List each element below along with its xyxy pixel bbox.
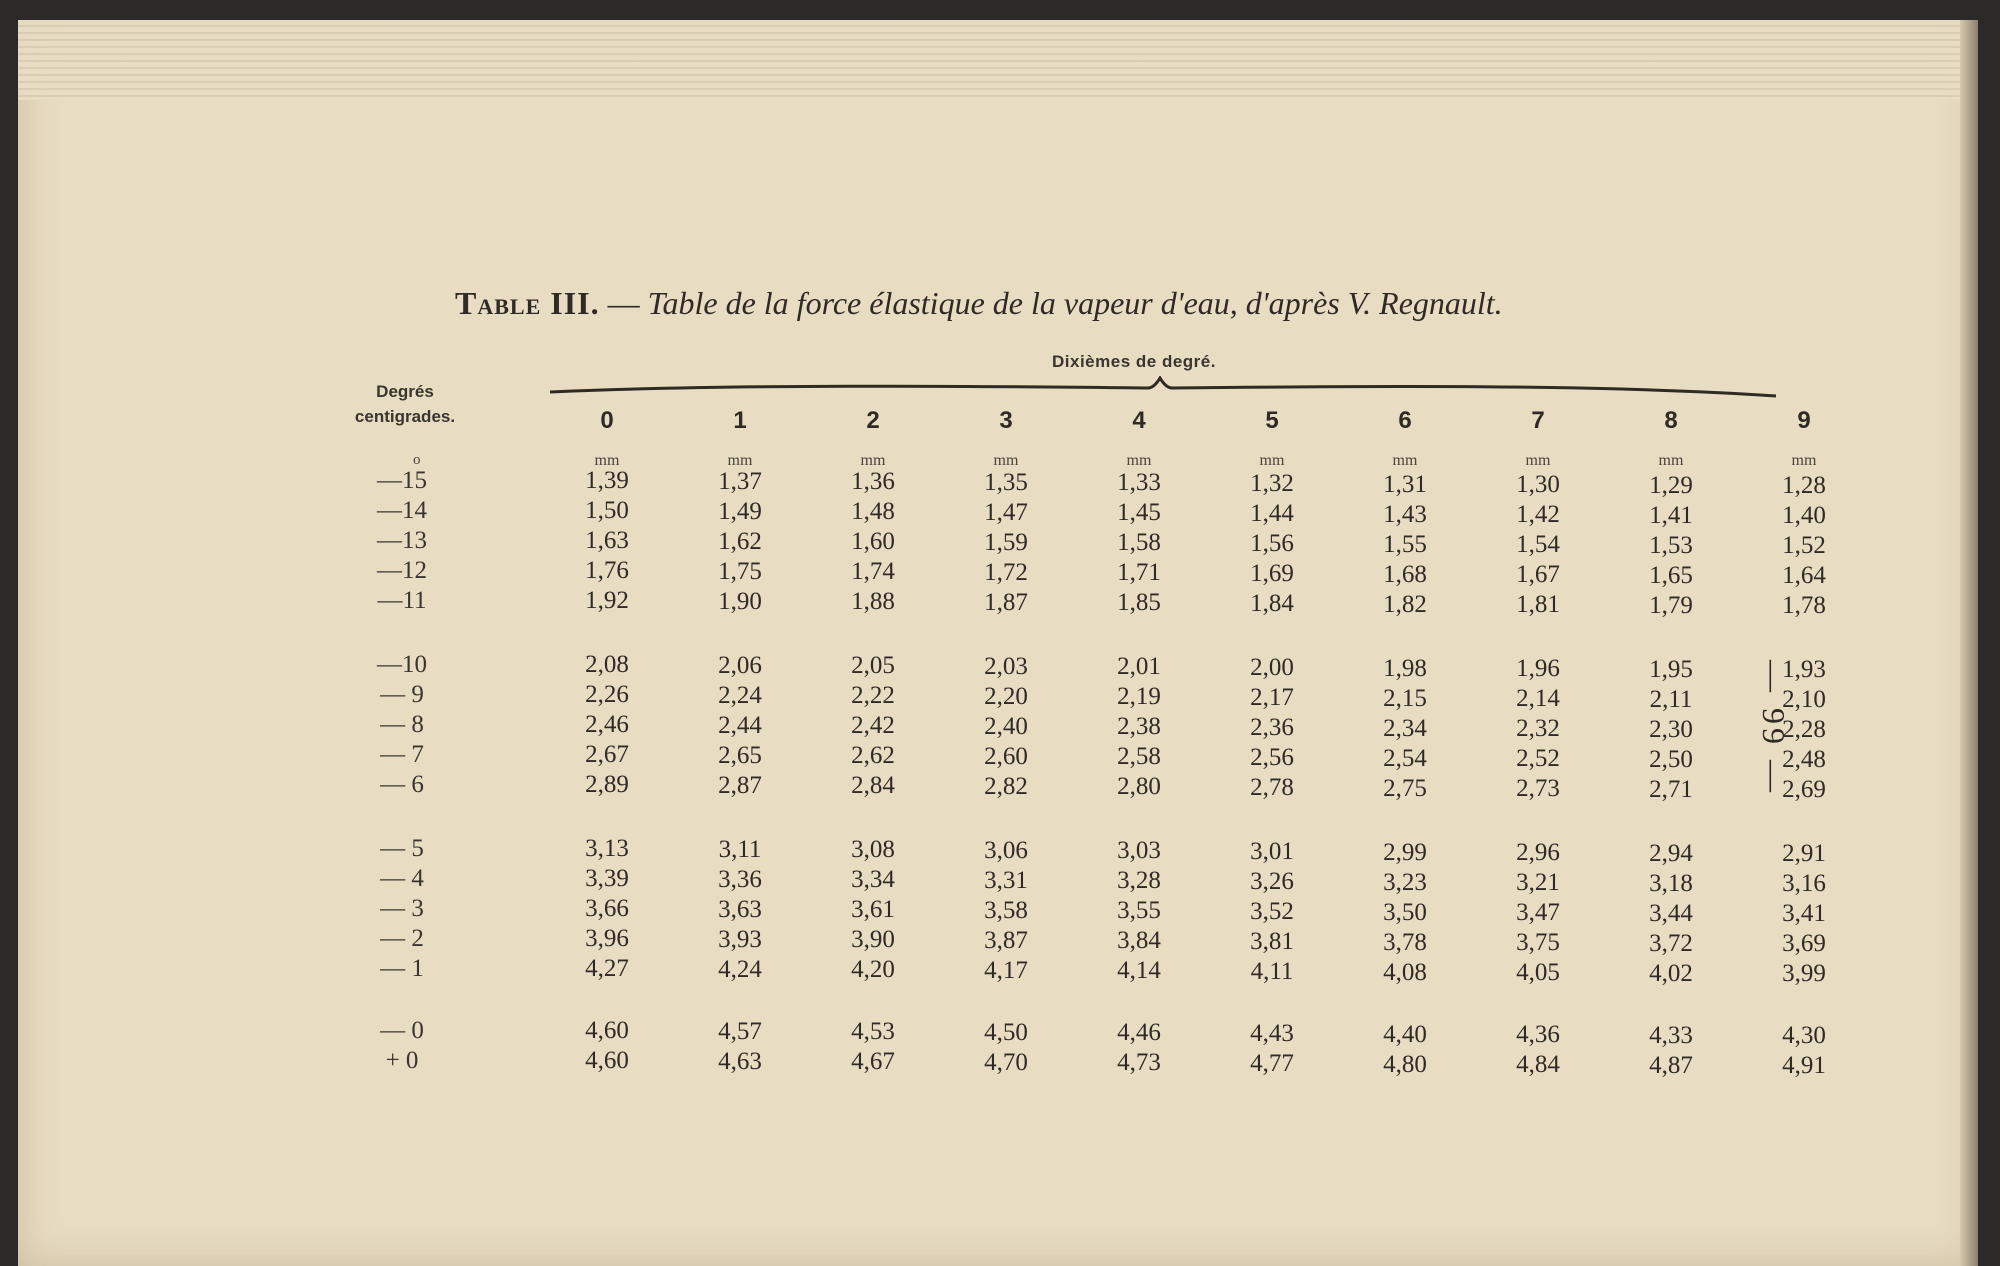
table-cell: 3,87 (984, 927, 1028, 954)
table-cell: 2,50 (1649, 746, 1693, 773)
table-cell: 4,87 (1649, 1052, 1693, 1079)
table-cell: 3,66 (585, 895, 629, 922)
table-cell: 4,20 (851, 956, 895, 983)
table-cell: 3,52 (1250, 898, 1294, 925)
table-cell: 3,72 (1649, 930, 1693, 957)
unit-label: mm (1259, 452, 1285, 469)
table-cell: 4,14 (1117, 957, 1161, 984)
table-cell: 4,36 (1516, 1021, 1560, 1048)
table-cell: 4,80 (1383, 1051, 1427, 1078)
table-cell: 1,40 (1782, 502, 1826, 529)
table-cell: 4,60 (585, 1047, 629, 1074)
unit-label: mm (1392, 452, 1418, 469)
table-cell: 2,73 (1516, 775, 1560, 802)
table-cell: 1,28 (1782, 472, 1826, 499)
row-label: —13 (377, 527, 427, 554)
table-cell: 2,30 (1649, 716, 1693, 743)
table-cell: 1,93 (1782, 656, 1826, 683)
table-cell: 1,96 (1516, 655, 1560, 682)
table-cell: 3,90 (851, 926, 895, 953)
table-cell: 2,08 (585, 651, 629, 678)
row-label: —14 (377, 497, 427, 524)
table-cell: 2,20 (984, 683, 1028, 710)
table-caption: Table de la force élastique de la vapeur d'eau, d'après V. Regnault. (647, 285, 1503, 321)
table-cell: 4,30 (1782, 1022, 1826, 1049)
table-cell: 3,39 (585, 865, 629, 892)
unit-label: mm (1791, 452, 1817, 469)
table-cell: 2,26 (585, 681, 629, 708)
table-cell: 4,53 (851, 1018, 895, 1045)
table-cell: 2,65 (718, 742, 762, 769)
table-cell: 3,21 (1516, 869, 1560, 896)
table-cell: 1,43 (1383, 501, 1427, 528)
table-cell: 1,59 (984, 529, 1028, 556)
table-cell: 1,74 (851, 558, 895, 585)
unit-label: mm (1126, 452, 1152, 469)
table-cell: 2,11 (1649, 686, 1693, 713)
table-cell: 4,05 (1516, 959, 1560, 986)
table-cell: 3,06 (984, 837, 1028, 864)
table-cell: 2,60 (984, 743, 1028, 770)
table-cell: 4,50 (984, 1019, 1028, 1046)
table-cell: 1,67 (1516, 561, 1560, 588)
table-cell: 1,44 (1250, 500, 1294, 527)
table-cell: 3,50 (1383, 899, 1427, 926)
unit-label: mm (860, 452, 886, 469)
table-cell: 2,42 (851, 712, 895, 739)
table-cell: 2,14 (1516, 685, 1560, 712)
unit-label: mm (993, 452, 1019, 469)
table-cell: 3,78 (1383, 929, 1427, 956)
row-label: —10 (377, 651, 427, 678)
table-cell: 1,47 (984, 499, 1028, 526)
table-cell: 2,19 (1117, 683, 1161, 710)
table-cell: 1,50 (585, 497, 629, 524)
table-cell: 1,33 (1117, 469, 1161, 496)
table-cell: 1,53 (1649, 532, 1693, 559)
table-cell: 3,18 (1649, 870, 1693, 897)
table-cell: 1,82 (1383, 591, 1427, 618)
page-number: — 99 — (1756, 660, 1792, 796)
table-cell: 4,40 (1383, 1021, 1427, 1048)
table-label: Table III. (455, 285, 600, 321)
page-edges (18, 20, 1978, 100)
table-cell: 3,01 (1250, 838, 1294, 865)
degree-unit: o (413, 452, 421, 468)
column-header-9: 9 (1797, 407, 1811, 434)
table-cell: 1,52 (1782, 532, 1826, 559)
table-cell: 4,33 (1649, 1022, 1693, 1049)
row-label: — 5 (380, 835, 424, 862)
table-cell: 1,98 (1383, 655, 1427, 682)
table-cell: 2,80 (1117, 773, 1161, 800)
row-label: — 8 (380, 711, 424, 738)
table-cell: 2,34 (1383, 715, 1427, 742)
table-cell: 2,05 (851, 652, 895, 679)
row-label: — 0 (380, 1017, 424, 1044)
table-cell: 1,36 (851, 468, 895, 495)
row-label: + 0 (385, 1047, 419, 1074)
binding-shadow (1960, 20, 1978, 1266)
table-cell: 1,39 (585, 467, 629, 494)
table-cell: 1,56 (1250, 530, 1294, 557)
table-cell: 1,42 (1516, 501, 1560, 528)
table-cell: 3,16 (1782, 870, 1826, 897)
table-cell: 1,71 (1117, 559, 1161, 586)
table-cell: 2,17 (1250, 684, 1294, 711)
table-cell: 2,24 (718, 682, 762, 709)
table-cell: 1,32 (1250, 470, 1294, 497)
table-cell: 2,01 (1117, 653, 1161, 680)
row-header-line2: centigrades. (354, 406, 456, 426)
table-cell: 2,67 (585, 741, 629, 768)
table-cell: 2,32 (1516, 715, 1560, 742)
table-cell: 3,58 (984, 897, 1028, 924)
table-cell: 3,13 (585, 835, 629, 862)
row-label: — 2 (380, 925, 424, 952)
table-cell: 1,72 (984, 559, 1028, 586)
row-label: — 1 (380, 955, 424, 982)
table-cell: 1,68 (1383, 561, 1427, 588)
table-cell: 1,41 (1649, 502, 1693, 529)
table-cell: 4,43 (1250, 1020, 1294, 1047)
table-cell: 2,62 (851, 742, 895, 769)
unit-label: mm (594, 452, 620, 469)
table-cell: 3,75 (1516, 929, 1560, 956)
row-label: — 4 (380, 865, 424, 892)
column-header-4: 4 (1132, 407, 1146, 434)
table-cell: 2,54 (1383, 745, 1427, 772)
table-cell: 2,52 (1516, 745, 1560, 772)
table-cell: 1,85 (1117, 589, 1161, 616)
column-header-2: 2 (866, 407, 880, 434)
table-cell: 2,36 (1250, 714, 1294, 741)
column-header-6: 6 (1398, 407, 1412, 434)
unit-label: mm (1525, 452, 1551, 469)
table-cell: 3,26 (1250, 868, 1294, 895)
table-cell: 4,08 (1383, 959, 1427, 986)
table-cell: 1,84 (1250, 590, 1294, 617)
table-cell: 2,44 (718, 712, 762, 739)
table-cell: 1,87 (984, 589, 1028, 616)
table-cell: 3,63 (718, 896, 762, 923)
table-cell: 1,78 (1782, 592, 1826, 619)
row-header-line1: Degrés (376, 382, 434, 401)
column-header-0: 0 (600, 407, 614, 434)
table-cell: 1,92 (585, 587, 629, 614)
table-cell: 3,34 (851, 866, 895, 893)
table-cell: 3,61 (851, 896, 895, 923)
table-cell: 4,11 (1250, 958, 1294, 985)
table-cell: 4,73 (1117, 1049, 1161, 1076)
table-cell: 4,60 (585, 1017, 629, 1044)
table-cell: 1,48 (851, 498, 895, 525)
table-cell: 3,36 (718, 866, 762, 893)
table-title (455, 285, 1503, 322)
table-cell: 1,58 (1117, 529, 1161, 556)
table-cell: 1,37 (718, 468, 762, 495)
table-cell: 3,41 (1782, 900, 1826, 927)
table-cell: 3,96 (585, 925, 629, 952)
table-cell: 4,27 (585, 955, 629, 982)
table-cell: 1,54 (1516, 531, 1560, 558)
unit-label: mm (727, 452, 753, 469)
table-cell: 3,55 (1117, 897, 1161, 924)
tenths-header: Dixièmes de degré. (1052, 352, 1216, 371)
table-cell: 3,93 (718, 926, 762, 953)
table-cell: 2,28 (1782, 716, 1826, 743)
table-cell: 2,10 (1782, 686, 1826, 713)
table-cell: 1,88 (851, 588, 895, 615)
table-cell: 2,06 (718, 652, 762, 679)
table-cell: 3,28 (1117, 867, 1161, 894)
table-cell: 2,03 (984, 653, 1028, 680)
column-header-5: 5 (1265, 407, 1279, 434)
table-cell: 1,45 (1117, 499, 1161, 526)
column-header-7: 7 (1531, 407, 1545, 434)
table-cell: 2,48 (1782, 746, 1826, 773)
table-cell: 4,70 (984, 1049, 1028, 1076)
table-cell: 3,44 (1649, 900, 1693, 927)
table-cell: 1,49 (718, 498, 762, 525)
table-cell: 3,84 (1117, 927, 1161, 954)
row-label: — 9 (380, 681, 424, 708)
unit-label: mm (1658, 452, 1684, 469)
table-cell: 2,69 (1782, 776, 1826, 803)
table-cell: 4,17 (984, 957, 1028, 984)
table-cell: 1,64 (1782, 562, 1826, 589)
table-cell: 1,29 (1649, 472, 1693, 499)
table-cell: 2,56 (1250, 744, 1294, 771)
column-header-1: 1 (733, 407, 747, 434)
table-cell: 1,31 (1383, 471, 1427, 498)
table-cell: 4,57 (718, 1018, 762, 1045)
table-cell: 2,89 (585, 771, 629, 798)
table-cell: 2,46 (585, 711, 629, 738)
table-cell: 2,38 (1117, 713, 1161, 740)
table-cell: 2,91 (1782, 840, 1826, 867)
table-cell: 4,67 (851, 1048, 895, 1075)
table-cell: 2,87 (718, 772, 762, 799)
table-cell: 4,77 (1250, 1050, 1294, 1077)
row-label: — 7 (380, 741, 424, 768)
table-cell: 1,35 (984, 469, 1028, 496)
table-cell: 4,24 (718, 956, 762, 983)
row-header (340, 380, 470, 429)
table-cell: 3,47 (1516, 899, 1560, 926)
table-cell: 1,95 (1649, 656, 1693, 683)
table-cell: 2,78 (1250, 774, 1294, 801)
table-cell: 2,15 (1383, 685, 1427, 712)
table-cell: 2,82 (984, 773, 1028, 800)
table-cell: 2,84 (851, 772, 895, 799)
table-cell: 1,65 (1649, 562, 1693, 589)
table-cell: 3,31 (984, 867, 1028, 894)
table-cell: 2,40 (984, 713, 1028, 740)
table-cell: 2,22 (851, 682, 895, 709)
table-cell: 2,71 (1649, 776, 1693, 803)
table-cell: 2,75 (1383, 775, 1427, 802)
table-cell: 3,81 (1250, 928, 1294, 955)
table-cell: 1,62 (718, 528, 762, 555)
table-cell: 1,79 (1649, 592, 1693, 619)
table-cell: 3,69 (1782, 930, 1826, 957)
table-cell: 1,69 (1250, 560, 1294, 587)
column-header-8: 8 (1664, 407, 1678, 434)
column-header-3: 3 (999, 407, 1013, 434)
row-label: —11 (377, 587, 427, 614)
table-cell: 4,84 (1516, 1051, 1560, 1078)
row-label: — 3 (380, 895, 424, 922)
table-cell: 4,63 (718, 1048, 762, 1075)
title-dash: — (607, 285, 640, 321)
table-cell: 1,30 (1516, 471, 1560, 498)
table-cell: 4,46 (1117, 1019, 1161, 1046)
table-cell: 1,55 (1383, 531, 1427, 558)
table-cell: 2,00 (1250, 654, 1294, 681)
table-cell: 4,02 (1649, 960, 1693, 987)
table-cell: 3,03 (1117, 837, 1161, 864)
table-cell: 1,90 (718, 588, 762, 615)
row-label: —12 (377, 557, 427, 584)
table-cell: 2,99 (1383, 839, 1427, 866)
row-label: —15 (377, 467, 427, 494)
table-cell: 4,91 (1782, 1052, 1826, 1079)
table-cell: 2,94 (1649, 840, 1693, 867)
table-cell: 1,75 (718, 558, 762, 585)
table-cell: 2,96 (1516, 839, 1560, 866)
table-cell: 3,08 (851, 836, 895, 863)
table-cell: 1,81 (1516, 591, 1560, 618)
table-cell: 1,76 (585, 557, 629, 584)
table-cell: 2,58 (1117, 743, 1161, 770)
table-cell: 1,63 (585, 527, 629, 554)
table-cell: 3,99 (1782, 960, 1826, 987)
header-brace (548, 376, 1778, 406)
table-cell: 1,60 (851, 528, 895, 555)
table-cell: 3,11 (718, 836, 762, 863)
table-cell: 3,23 (1383, 869, 1427, 896)
row-label: — 6 (380, 771, 424, 798)
